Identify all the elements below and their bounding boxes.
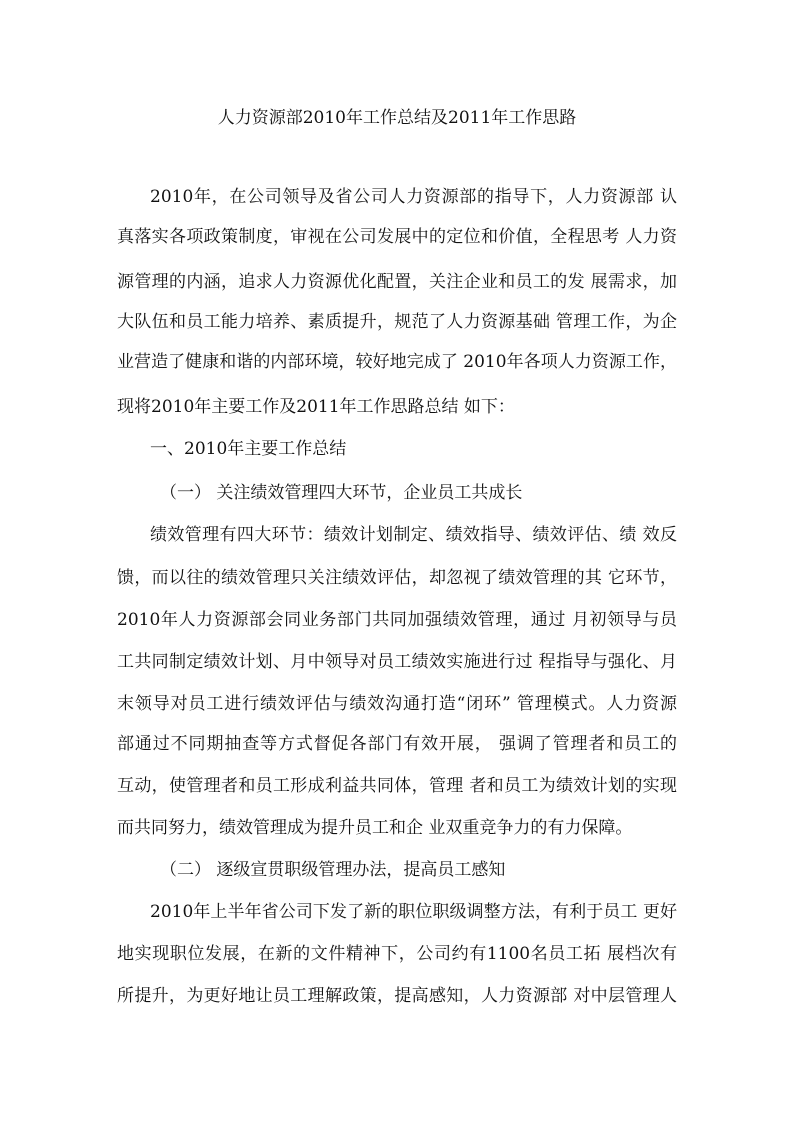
- paragraph-line: 互动，使管理者和员工形成利益共同体，管理 者和员工为绩效计划的实现: [117, 776, 677, 796]
- paragraph-line: 2010年，在公司领导及省公司人力资源部的指导下，人力资源部 认: [150, 187, 677, 207]
- paragraph-line: 2010年上半年省公司下发了新的职位职级调整方法，有利于员工 更好: [150, 902, 677, 922]
- paragraph-line: 部通过不同期抽查等方式督促各部门有效开展， 强调了管理者和员工的: [117, 734, 677, 754]
- paragraph-line: 业营造了健康和谐的内部环境，较好地完成了 2010年各项人力资源工作，: [117, 352, 677, 372]
- paragraph-line: 末领导对员工进行绩效评估与绩效沟通打造“闭环” 管理模式。人力资源: [117, 694, 677, 714]
- section-heading: 一、2010年主要工作总结: [150, 439, 347, 459]
- paragraph-line: 2010年人力资源部会同业务部门共同加强绩效管理，通过 月初领导与员: [117, 610, 677, 630]
- paragraph-line: 工共同制定绩效计划、月中领导对员工绩效实施进行过 程指导与强化、月: [117, 652, 677, 672]
- subsection-heading: （一） 关注绩效管理四大环节，企业员工共成长: [160, 483, 523, 503]
- paragraph-line: 绩效管理有四大环节：绩效计划制定、绩效指导、绩效评估、绩 效反: [150, 525, 677, 545]
- paragraph-line: 真落实各项政策制度，审视在公司发展中的定位和价值，全程思考 人力资: [117, 227, 677, 247]
- paragraph-line: 现将2010年主要工作及2011年工作思路总结 如下：: [117, 397, 515, 417]
- paragraph-line: 地实现职位发展，在新的文件精神下，公司约有1100名员工拓 展档次有: [117, 944, 677, 964]
- paragraph-line: 所提升，为更好地让员工理解政策，提高感知，人力资源部 对中层管理人: [117, 986, 677, 1006]
- document-title: 人力资源部2010年工作总结及2011年工作思路: [217, 108, 577, 128]
- paragraph-line: 大队伍和员工能力培养、素质提升，规范了人力资源基础 管理工作，为企: [117, 312, 677, 332]
- paragraph-line: 而共同努力，绩效管理成为提升员工和企 业双重竞争力的有力保障。: [117, 818, 633, 838]
- subsection-heading: （二） 逐级宣贯职级管理办法，提高员工感知: [160, 860, 506, 880]
- paragraph-line: 源管理的内涵，追求人力资源优化配置，关注企业和员工的发 展需求，加: [117, 272, 677, 292]
- paragraph-line: 馈，而以往的绩效管理只关注绩效评估，却忽视了绩效管理的其 它环节，: [117, 568, 677, 588]
